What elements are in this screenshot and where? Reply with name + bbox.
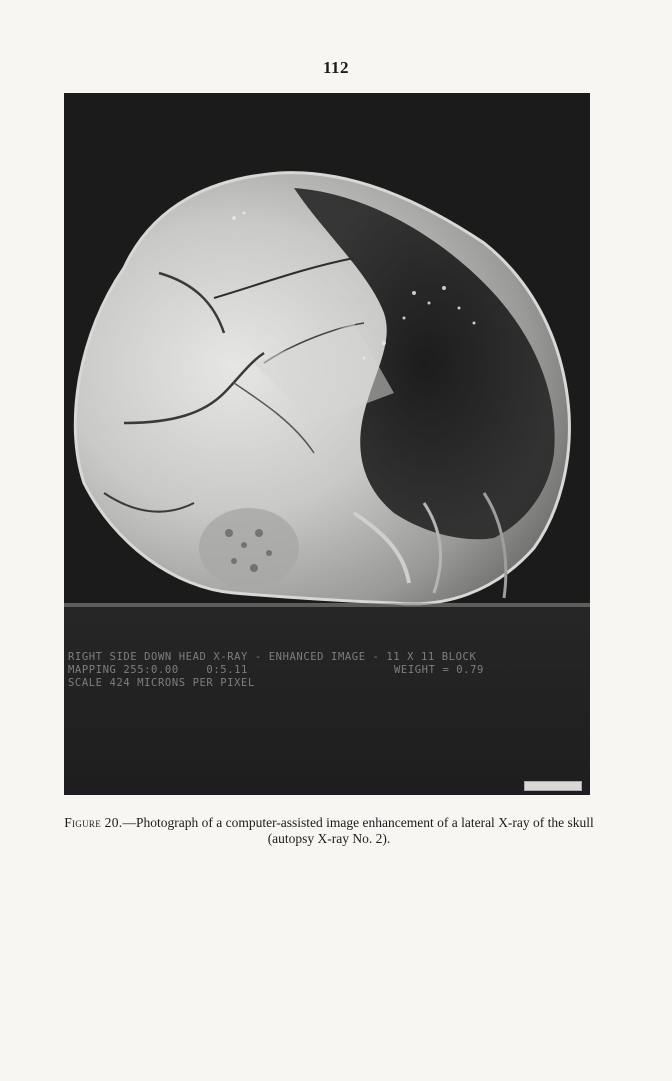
page-number: 112 bbox=[322, 58, 350, 77]
screen-text-weight: WEIGHT = 0.79 bbox=[394, 664, 484, 676]
figure-caption bbox=[64, 815, 594, 847]
figure-label: Figure 20. bbox=[64, 815, 123, 830]
screen-text-line-3: SCALE 424 MICRONS PER PIXEL bbox=[68, 677, 255, 689]
caption-text: —Photograph of a computer-assisted image enhancement of a lateral X-ray of the skull (autopsy X-ray No. 2). bbox=[122, 815, 594, 846]
xray-photograph bbox=[64, 93, 590, 795]
skull-xray-image bbox=[64, 93, 590, 795]
film-tag bbox=[524, 781, 582, 791]
screen-text-line-1: RIGHT SIDE DOWN HEAD X-RAY - ENHANCED IMAGE - 11 X 11 BLOCK bbox=[68, 651, 477, 663]
screen-text-line-2: MAPPING 255:0.00 0:5.11 bbox=[68, 664, 248, 676]
